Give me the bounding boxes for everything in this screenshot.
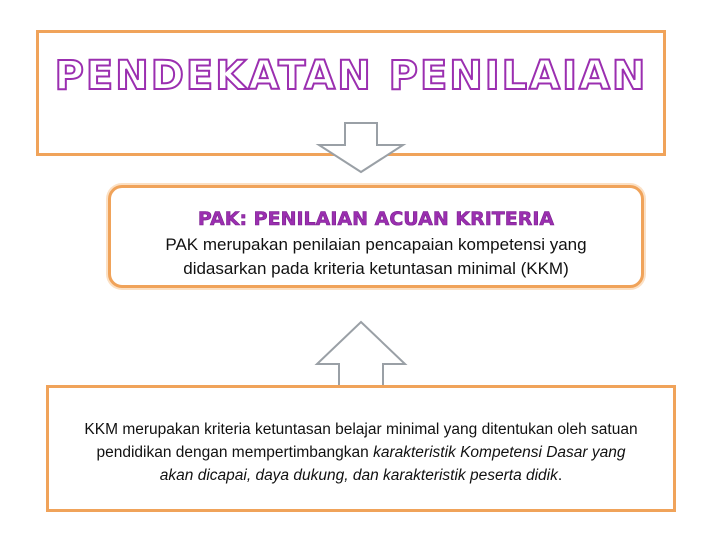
pak-description-line: didasarkan pada kriteria ketuntasan minimal (KKM): [183, 259, 569, 278]
kkm-text-normal: pendidikan dengan mempertimbangkan: [96, 444, 374, 461]
page-title: PENDEKATAN PENILAIAN: [54, 53, 648, 99]
kkm-description-line: KKM merupakan kriteria ketuntasan belajar minimal yang ditentukan oleh satuan: [84, 421, 638, 438]
kkm-box: [46, 385, 676, 512]
kkm-text-italic: karakteristik Kompetensi Dasar yang: [373, 444, 626, 461]
pak-heading: PAK: PENILAIAN ACUAN KRITERIA: [197, 208, 555, 230]
kkm-text-italic: akan dicapai, daya dukung, dan karakteristik peserta didik: [159, 467, 558, 484]
kkm-text-end: .: [557, 467, 563, 484]
kkm-description-line: [53, 464, 669, 487]
kkm-description: [53, 418, 669, 487]
kkm-description-line: [53, 441, 669, 464]
pak-description-line: PAK merupakan penilaian pencapaian kompetensi yang: [165, 235, 587, 254]
